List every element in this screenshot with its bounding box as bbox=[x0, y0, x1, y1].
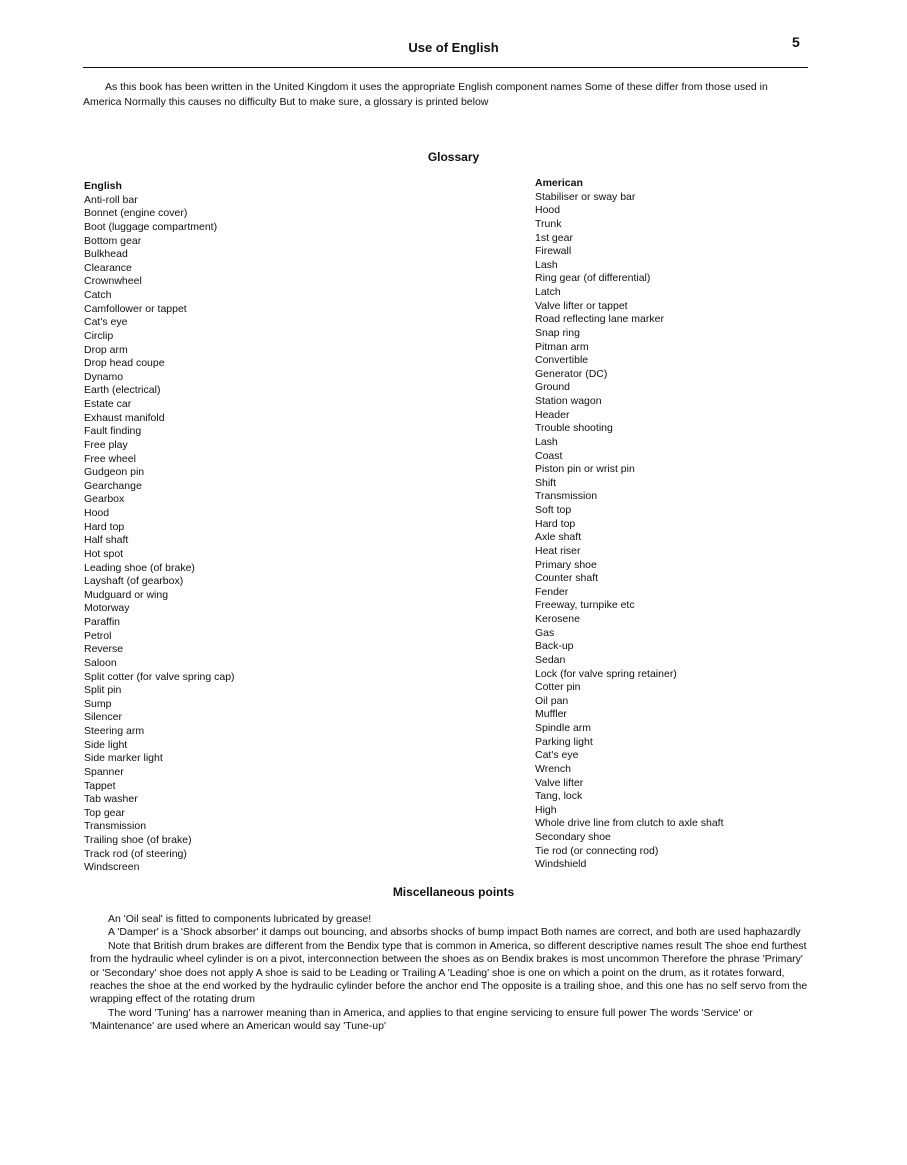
american-term: Oil pan bbox=[535, 694, 569, 707]
american-term: Tang, lock bbox=[535, 790, 583, 803]
intro-paragraph bbox=[83, 80, 808, 110]
american-term: Station wagon bbox=[535, 395, 602, 407]
american-term: Axle shaft bbox=[535, 531, 582, 544]
american-term: Generator (DC) bbox=[535, 367, 608, 380]
american-term: Pitman arm bbox=[535, 340, 589, 353]
english-term: Petrol bbox=[84, 629, 112, 642]
misc-points bbox=[90, 913, 815, 1034]
english-term: Layshaft (of gearbox) bbox=[84, 575, 184, 588]
english-term: Dynamo bbox=[84, 370, 124, 383]
american-term: Lash bbox=[535, 258, 558, 271]
american-term: Windshield bbox=[535, 858, 587, 871]
english-term: Silencer bbox=[84, 711, 122, 724]
english-term: Catch bbox=[84, 289, 112, 301]
english-term: Split cotter (for valve spring cap) bbox=[84, 670, 235, 683]
english-term: Spanner bbox=[84, 765, 124, 778]
english-term: Drop arm bbox=[84, 343, 128, 356]
english-term: Hot spot bbox=[84, 547, 124, 560]
english-term: Leading shoe (of brake) bbox=[84, 561, 195, 574]
american-term: Piston pin or wrist pin bbox=[535, 463, 635, 476]
english-term: Anti-roll bar bbox=[84, 193, 138, 206]
american-term: Freeway, turnpike etc bbox=[535, 599, 635, 612]
american-term: Transmission bbox=[535, 490, 598, 503]
english-term: Side marker light bbox=[84, 752, 163, 765]
american-term: Hard top bbox=[535, 517, 576, 530]
american-term: Lash bbox=[535, 435, 558, 448]
misc-paragraph: Note that British drum brakes are different from the Bendix type that is common in America, so different descriptive names result The shoe end furthest from the hydraulic wheel cylinder is on a pivot, interconnection between the shoes as on Bendix brakes is most uncommon Therefore the phrase 'Primary' or 'Secondary' shoe does not apply A shoe is said to be Leading or Trailing A 'Leading' shoe is one on which a point on the drum, as it rotates forward, reaches the shoe at the end worked by the hydraulic cylinder before the anchor end The opposite is a trailing shoe, and this one has no self servo from the wrapping effect of the rotating drum bbox=[90, 939, 808, 1006]
american-term: Kerosene bbox=[535, 613, 580, 625]
english-term: Hood bbox=[84, 507, 110, 519]
english-term: Half shaft bbox=[84, 534, 129, 547]
english-term: Tappet bbox=[84, 779, 116, 792]
american-term: Convertible bbox=[535, 354, 589, 367]
american-column-heading: American bbox=[535, 177, 583, 189]
english-term: Exhaust manifold bbox=[84, 411, 165, 424]
english-term: Drop head coupe bbox=[84, 357, 165, 370]
american-term: Road reflecting lane marker bbox=[535, 313, 664, 326]
american-term: Valve lifter bbox=[535, 776, 584, 789]
american-term: Trunk bbox=[535, 217, 562, 230]
misc-paragraph: The word 'Tuning' has a narrower meaning than in America, and applies to that engine servicing to ensure full power The words 'Service' or 'Maintenance' are used where an American would say 'Tune-up' bbox=[90, 1006, 753, 1033]
american-term: Coast bbox=[535, 449, 563, 462]
english-term: Cat's eye bbox=[84, 316, 128, 329]
english-term: Track rod (of steering) bbox=[84, 847, 187, 860]
american-term: Counter shaft bbox=[535, 572, 599, 585]
american-term: Ring gear (of differential) bbox=[535, 272, 651, 285]
american-term: Sedan bbox=[535, 653, 566, 666]
american-term: Back-up bbox=[535, 640, 574, 653]
english-term: Clearance bbox=[84, 261, 132, 274]
english-term: Circlip bbox=[84, 329, 114, 342]
american-term: Firewall bbox=[535, 245, 572, 258]
page-title: Use of English bbox=[408, 40, 499, 55]
english-term: Bonnet (engine cover) bbox=[84, 207, 188, 220]
english-term: Reverse bbox=[84, 643, 124, 656]
american-term: Soft top bbox=[535, 504, 572, 516]
misc-paragraph: A 'Damper' is a 'Shock absorber' it damps out bouncing, and absorbs shocks of bump impact Both names are correct, and both are used haphazardly bbox=[108, 926, 801, 939]
english-term: Split pin bbox=[84, 684, 122, 697]
english-term: Paraffin bbox=[84, 616, 120, 628]
american-term: Heat riser bbox=[535, 544, 581, 557]
english-term: Gearbox bbox=[84, 493, 125, 506]
english-term: Transmission bbox=[84, 820, 147, 833]
english-term: Earth (electrical) bbox=[84, 384, 161, 397]
english-term: Hard top bbox=[84, 520, 125, 533]
american-term: 1st gear bbox=[535, 231, 573, 244]
english-term: Crownwheel bbox=[84, 275, 142, 288]
english-term: Sump bbox=[84, 697, 112, 710]
english-term: Motorway bbox=[84, 602, 130, 615]
american-term: Cotter pin bbox=[535, 681, 581, 694]
english-term: Side light bbox=[84, 738, 128, 751]
american-term: Hood bbox=[535, 204, 561, 217]
english-term: Boot (luggage compartment) bbox=[84, 220, 218, 233]
american-term: Shift bbox=[535, 476, 557, 489]
english-term: Tab washer bbox=[84, 793, 138, 806]
american-term: Latch bbox=[535, 286, 561, 298]
american-term: Snap ring bbox=[535, 326, 580, 339]
english-term: Mudguard or wing bbox=[84, 588, 169, 601]
american-term: Spindle arm bbox=[535, 722, 592, 734]
glossary-heading: Glossary bbox=[427, 150, 480, 164]
english-term: Saloon bbox=[84, 656, 117, 669]
american-term: Header bbox=[535, 408, 570, 421]
glossary-english-column bbox=[84, 180, 384, 875]
american-term: Primary shoe bbox=[535, 558, 597, 571]
english-term: Windscreen bbox=[84, 861, 140, 874]
american-term: Stabiliser or sway bar bbox=[535, 190, 636, 203]
english-term: Steering arm bbox=[84, 725, 145, 737]
american-term: Wrench bbox=[535, 762, 571, 775]
english-term: Free play bbox=[84, 438, 128, 451]
misc-paragraph: An 'Oil seal' is fitted to components lubricated by grease! bbox=[108, 913, 372, 925]
header-divider bbox=[83, 67, 808, 68]
english-term: Bulkhead bbox=[84, 248, 128, 261]
american-term: Fender bbox=[535, 585, 569, 598]
intro-text: As this book has been written in the United Kingdom it uses the appropriate English component names Some of these differ from those used in America Normally this causes no difficulty But to make sure, a glossary is printed below bbox=[83, 81, 768, 108]
american-terms-list bbox=[535, 191, 825, 872]
american-term: Secondary shoe bbox=[535, 831, 611, 843]
english-term: Estate car bbox=[84, 398, 132, 410]
misc-heading: Miscellaneous points bbox=[392, 885, 515, 899]
english-term: Fault finding bbox=[84, 425, 142, 438]
english-term: Free wheel bbox=[84, 452, 136, 465]
american-term: Valve lifter or tappet bbox=[535, 299, 628, 312]
english-term: Gearchange bbox=[84, 479, 142, 492]
english-term: Trailing shoe (of brake) bbox=[84, 834, 192, 846]
page-number: 5 bbox=[792, 34, 800, 50]
american-term: Muffler bbox=[535, 708, 567, 721]
american-term: High bbox=[535, 803, 557, 816]
glossary-american-column bbox=[535, 177, 825, 872]
english-terms-list bbox=[84, 194, 384, 875]
english-term: Gudgeon pin bbox=[84, 466, 145, 479]
english-term: Bottom gear bbox=[84, 234, 142, 247]
english-term: Camfollower or tappet bbox=[84, 302, 187, 315]
american-term: Cat's eye bbox=[535, 749, 579, 762]
american-term: Lock (for valve spring retainer) bbox=[535, 667, 677, 680]
english-column-heading: English bbox=[84, 180, 122, 192]
american-term: Tie rod (or connecting rod) bbox=[535, 844, 659, 857]
american-term: Parking light bbox=[535, 735, 593, 748]
american-term: Ground bbox=[535, 381, 571, 394]
english-term: Top gear bbox=[84, 806, 125, 819]
american-term: Whole drive line from clutch to axle shaft bbox=[535, 817, 724, 830]
american-term: Gas bbox=[535, 626, 555, 639]
american-term: Trouble shooting bbox=[535, 422, 613, 435]
